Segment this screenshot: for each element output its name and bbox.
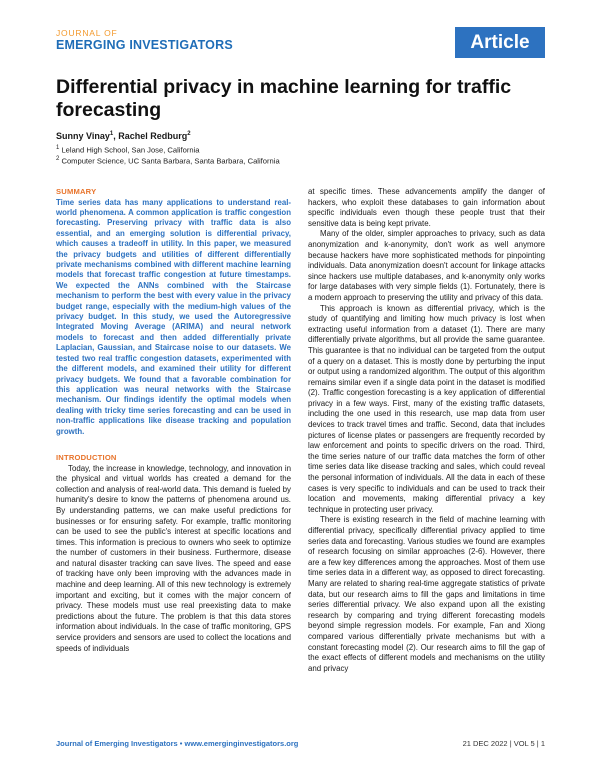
body-paragraph: at specific times. These advancements amplify the danger of hackers, who exploit these databases to gain information about specific individuals even though these people trust that their sensitive data is being kept private.: [308, 187, 545, 228]
footer-journal-link[interactable]: Journal of Emerging Investigators • www.emerginginvestigators.org: [56, 739, 299, 748]
body-paragraph: Today, the increase in knowledge, technology, and innovation in the physical and virtual worlds has created a demand for the collection and analysis of real-world data. This demand is fueled by humanity's desire to know the patterns of phenomena around us. By understanding patterns, we can make useful predictions for businesses or for ensuring safety. For example, traffic monitoring can be used to see the public's interest at specific locations and times. This information is precious to owners who seek to optimize the number of customers in their business. Furthermore, disease and natural disaster tracking can save lives. The speed and ease of tracking have only been improving with the advances made in machine and deep learning. All of this new technology is extremely important and exciting, but it comes with the major concern of privacy. These models must use real preexisting data to make predictions about the future. The problem is that this data stores information about individuals. In the case of traffic monitoring, GPS service providers and sensors are used to collect the locations and speeds of individuals: [56, 463, 291, 653]
affiliation-mark: 2: [56, 156, 60, 162]
author-name: Sunny Vinay: [56, 131, 110, 141]
author-affiliation-mark: 1: [109, 131, 114, 137]
right-column: [308, 187, 545, 674]
author-affiliation-mark: 2: [187, 131, 191, 137]
summary-text: Time series data has many applications to understand real-world phenomena. A common application is traffic congestion forecasting. Preserving privacy with traffic data is also essential, and an emerging solution is differential privacy, which causes a tradeoff in utility. In this paper, we measured the privacy budgets and utilities of different differentially private mechanisms combined with different machine learning models that forecast traffic congestion at future timestamps. We expected the ANNs combined with the Staircase mechanism to perform the best with every value in the privacy budget range, especially with the medium-high values of the privacy budget. In this study, we used the Autoregressive Integrated Moving Average (ARIMA) and neural network models to forecast and then added differentially private Laplacian, Gaussian, and Staircase noise to our datasets. We tested two real traffic congestion datasets, experimented with the different models, and examined their utility for different privacy budgets. We found that a favorable combination for this application was neural networks with the Staircase mechanism. Our findings identify the optimal models when dealing with tricky time series forecasting and can be used in non-traffic applications like disease tracking and population growth.: [56, 197, 291, 436]
affiliation-text: Computer Science, UC Santa Barbara, Santa Barbara, California: [59, 156, 280, 166]
author-name: Rachel Redburg: [118, 131, 188, 141]
affiliation: [56, 145, 200, 155]
logo-bottom-text: EMERGING INVESTIGATORS: [56, 38, 233, 52]
author-separator: ,: [113, 131, 119, 141]
paper-title: Differential privacy in machine learning for traffic forecasting: [56, 76, 512, 121]
body-paragraph: There is existing research in the field of machine learning with differential privacy, specifically differential privacy applied to time series data and forecasting. Various studies we found are examples of research focusing on similar approaches (2-6). However, there are a few key differences among the approaches. Most of them use time series data in a different way, as opposed to direct forecasting. Many are related to sharing real-time aggregate statistics of private data, but our research aims to fill the gaps and limitations in time series differential privacy. We also expand upon all the existing research by comparing and trying different forecasting models beyond simple regression models. For example, Fan and Xiong compared various differentially private mechanisms but with a constant forecasting model (2). Our research aims to fill the gap of the exact effects of different models and mechanisms on the utility and privacy: [308, 515, 545, 673]
author-list: [56, 131, 191, 141]
article-badge: Article: [455, 27, 545, 58]
introduction-heading: INTRODUCTION: [56, 452, 117, 462]
affiliation-mark: 1: [56, 145, 60, 151]
affiliation: [56, 156, 280, 166]
journal-logo: [56, 29, 233, 52]
summary-heading: SUMMARY: [56, 187, 97, 196]
body-paragraph: Many of the older, simpler approaches to privacy, such as data anonymization and k-anonymity, don't work as well anymore because hackers have more sophisticated methods for pinpointing individuals. Data anonymization doesn't account for linkage attacks since hackers use multiple databases, and k-anonymity only works for large databases with very simple fields (1). Fortunately, there is a modern approach to preserving the utility and privacy of this data.: [308, 229, 545, 302]
footer-date-volume: 21 DEC 2022 | VOL 5 | 1: [462, 739, 545, 748]
body-paragraph: This approach is known as differential privacy, which is the study of quantifying and limiting how much privacy is lost when extracting useful information from a dataset (1). There are many differentially private algorithms, but all provide the same guarantee. This guarantee is that no individual can be targeted from the output of a query on a dataset. This is mostly done by perturbing the input or output using a randomized algorithm. The output of this algorithm remains similar even if a single data point in the dataset is modified (2). Traffic congestion forecasting is a key application of differential privacy in a few ways. First, many of the existing traffic datasets, including the one used in this research, use map data from user devices to track travel times and traffic. Second, data that includes pictures of license plates or passengers are frequently recorded by law enforcement and points to specific drivers on the road. Third, the time series nature of our traffic data matches the form of other time series data like disease tracking and sales, which could reveal the personal information of individuals. All the data in each of these cases is very specific to individuals and can be used to track their location and movements, making differential privacy a key technique in protecting user privacy.: [308, 303, 545, 514]
logo-top-text: JOURNAL OF: [56, 28, 118, 38]
affiliation-text: Leland High School, San Jose, California: [59, 145, 200, 155]
left-column: [56, 187, 291, 654]
